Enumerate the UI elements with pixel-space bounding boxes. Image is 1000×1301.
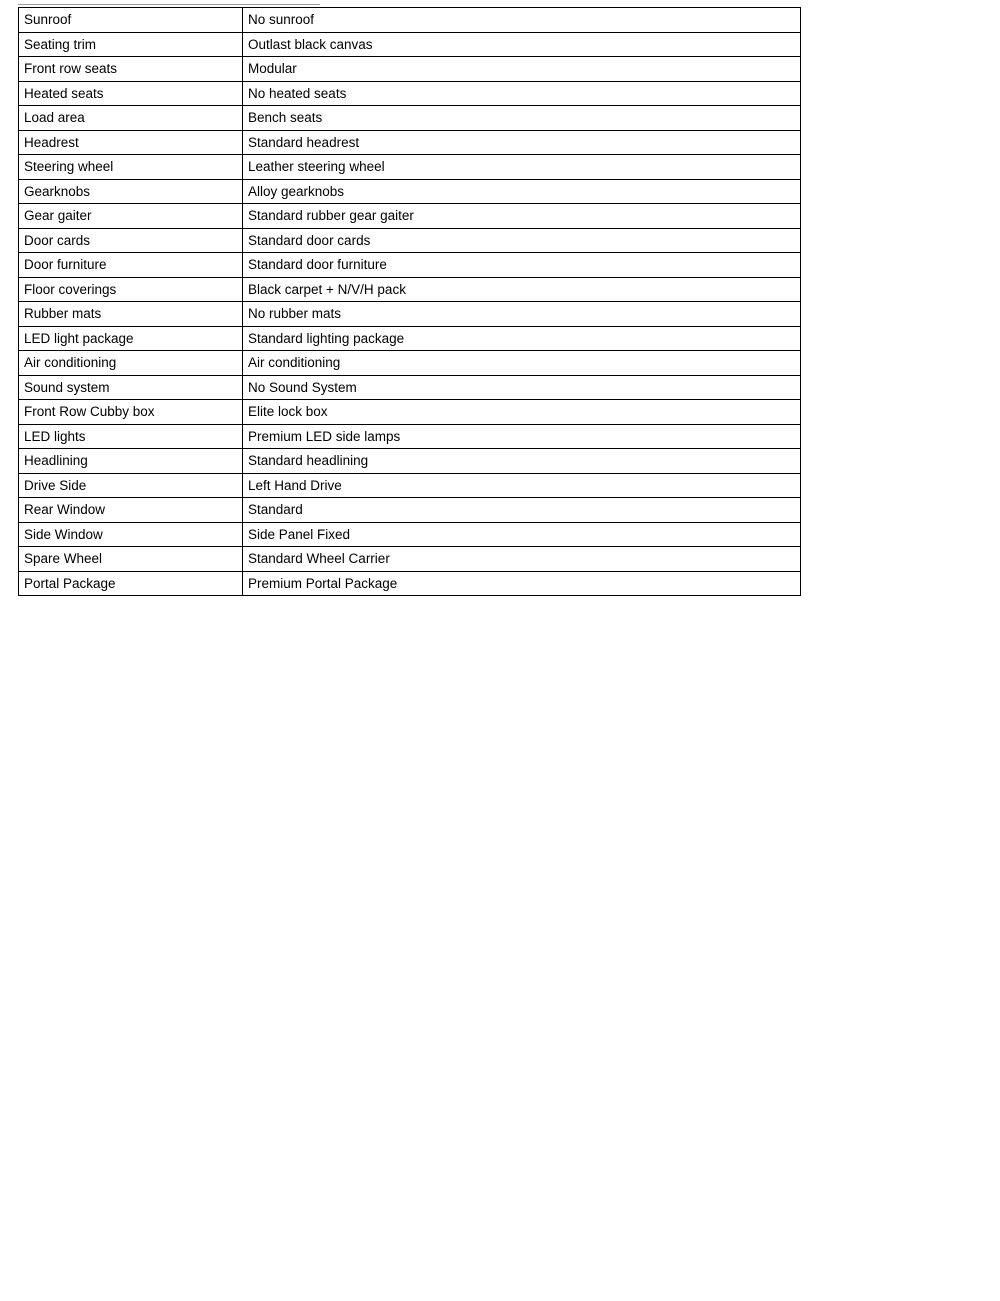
table-row xyxy=(19,400,801,425)
feature-cell: Sunroof xyxy=(19,8,243,33)
value-cell: Premium Portal Package xyxy=(243,571,801,596)
table-row xyxy=(19,32,801,57)
table-row xyxy=(19,571,801,596)
value-cell: No heated seats xyxy=(243,81,801,106)
feature-cell: Drive Side xyxy=(19,473,243,498)
table-row xyxy=(19,130,801,155)
value-cell: Standard rubber gear gaiter xyxy=(243,204,801,229)
specification-table xyxy=(18,7,801,596)
feature-cell: Side Window xyxy=(19,522,243,547)
table-row xyxy=(19,498,801,523)
value-cell: Side Panel Fixed xyxy=(243,522,801,547)
value-cell: Standard headrest xyxy=(243,130,801,155)
table-row xyxy=(19,449,801,474)
value-cell: Elite lock box xyxy=(243,400,801,425)
feature-cell: Floor coverings xyxy=(19,277,243,302)
value-cell: Standard headlining xyxy=(243,449,801,474)
value-cell: No Sound System xyxy=(243,375,801,400)
feature-cell: Door furniture xyxy=(19,253,243,278)
table-row xyxy=(19,57,801,82)
feature-cell: Door cards xyxy=(19,228,243,253)
value-cell: No sunroof xyxy=(243,8,801,33)
value-cell: Standard lighting package xyxy=(243,326,801,351)
value-cell: Leather steering wheel xyxy=(243,155,801,180)
table-row xyxy=(19,253,801,278)
value-cell: Standard door cards xyxy=(243,228,801,253)
value-cell: Outlast black canvas xyxy=(243,32,801,57)
table-row xyxy=(19,351,801,376)
value-cell: Left Hand Drive xyxy=(243,473,801,498)
table-row xyxy=(19,81,801,106)
table-row xyxy=(19,228,801,253)
feature-cell: Gear gaiter xyxy=(19,204,243,229)
value-cell: Modular xyxy=(243,57,801,82)
feature-cell: Rear Window xyxy=(19,498,243,523)
feature-cell: Headrest xyxy=(19,130,243,155)
table-row xyxy=(19,326,801,351)
feature-cell: LED lights xyxy=(19,424,243,449)
value-cell: Black carpet + N/V/H pack xyxy=(243,277,801,302)
feature-cell: Spare Wheel xyxy=(19,547,243,572)
feature-cell: Portal Package xyxy=(19,571,243,596)
feature-cell: Load area xyxy=(19,106,243,131)
feature-cell: Rubber mats xyxy=(19,302,243,327)
value-cell: Standard Wheel Carrier xyxy=(243,547,801,572)
value-cell: Premium LED side lamps xyxy=(243,424,801,449)
feature-cell: Steering wheel xyxy=(19,155,243,180)
table-row xyxy=(19,8,801,33)
table-row xyxy=(19,155,801,180)
table-row xyxy=(19,473,801,498)
feature-cell: Front row seats xyxy=(19,57,243,82)
table-row xyxy=(19,302,801,327)
table-row xyxy=(19,375,801,400)
feature-cell: Air conditioning xyxy=(19,351,243,376)
specification-table-body xyxy=(19,8,801,596)
feature-cell: Sound system xyxy=(19,375,243,400)
feature-cell: Front Row Cubby box xyxy=(19,400,243,425)
feature-cell: LED light package xyxy=(19,326,243,351)
table-row xyxy=(19,424,801,449)
feature-cell: Headlining xyxy=(19,449,243,474)
value-cell: Alloy gearknobs xyxy=(243,179,801,204)
table-row xyxy=(19,106,801,131)
top-divider xyxy=(18,4,320,5)
value-cell: No rubber mats xyxy=(243,302,801,327)
value-cell: Air conditioning xyxy=(243,351,801,376)
feature-cell: Seating trim xyxy=(19,32,243,57)
table-row xyxy=(19,204,801,229)
value-cell: Standard door furniture xyxy=(243,253,801,278)
feature-cell: Heated seats xyxy=(19,81,243,106)
value-cell: Bench seats xyxy=(243,106,801,131)
table-row xyxy=(19,522,801,547)
table-row xyxy=(19,547,801,572)
feature-cell: Gearknobs xyxy=(19,179,243,204)
table-row xyxy=(19,277,801,302)
value-cell: Standard xyxy=(243,498,801,523)
table-row xyxy=(19,179,801,204)
